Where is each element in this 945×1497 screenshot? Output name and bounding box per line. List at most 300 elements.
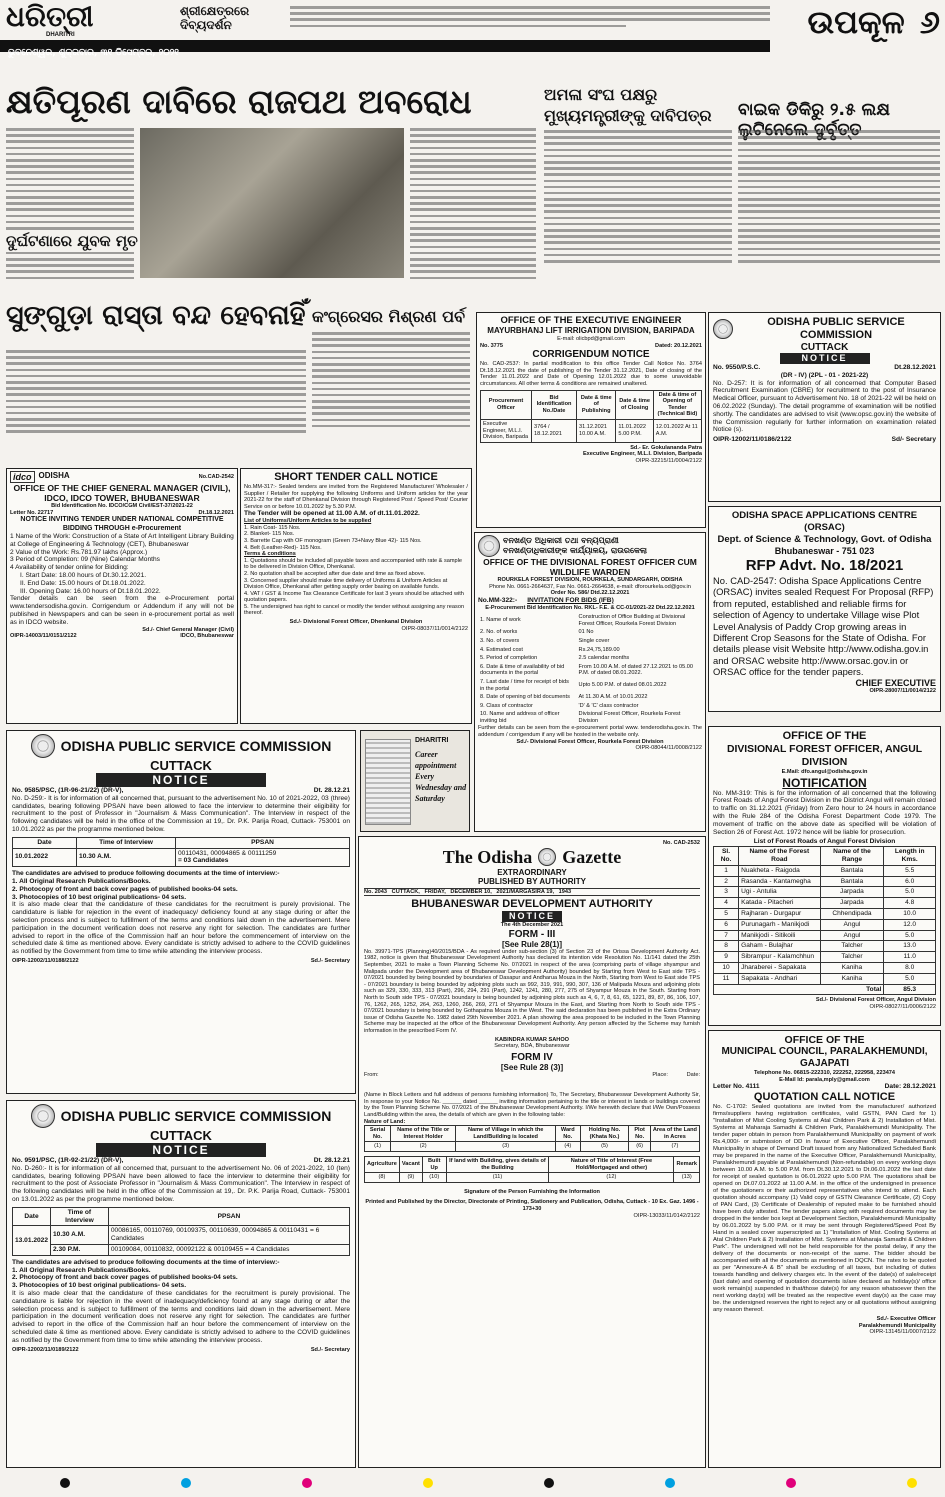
gazette-body: No. 39971-TPS (Planning)40/2015/BDA - As required under sub-section (3) of Section 23 of the Orissa Development Authority Act. 1982, notice is given that Bhubaneswar Development Authority has declared its intention vide Resolution No. 11/141 dated the 25th September, 2021 to make a Town Planning Scheme No. 07/2021 in respect of the area (comprising parts of village shyampur and Malipada under the Development area of Bhubaneswar Development Authority) bounded by Starting from West to East side TPS - 07/2021 bounded by being bounded by boundaries of Dasapur and Andharua Mouza in the North, Starting from West to East side TPS - 07/2021 boundary is being bounded by adjoining plots such as 992, 319, 991, 990, 307, 136 of Malipada Mouza and adjoining plots such as 329, 330, 333, 313 (Part), 296, 294, 291 (Part), 1242, 1241, 280, 277, 275 of Shyampur Mouza in the South. Starting from North to South side TPS - 07/2021 boundary is being bounded by adjoining plots such as 4, 6, 7, 8, 61, 65, 1221, 89, 87, 86, 106, 107, 76, 1262, 265, 1252, 264, 263, 1260, 266, 269, 271 of Shyampur Mouza in the East, and Starting from North to South side TPS - 07/2021 boundary is being bounded by Gothapatna Mouza in the West. The said declaration has been published in the Extra Ordinary issue of Odisha Gazette No. 1982 dated 29th November 2021. A plan showing the area proposed to be included in the Town Planning Scheme may be inspected at the office of the Bhubaneswar Development Authority. Any person affected by the Scheme may furnish information in the prescribed Form IV. [364, 948, 700, 1034]
gazette-sig: Signature of the Person Furnishing the Information [464, 1188, 600, 1195]
opsc-low-title: ODISHA PUBLIC SERVICE COMMISSION [60, 1108, 332, 1124]
corr-sign: Sd.- Er. Gokulananda Patra [630, 444, 702, 451]
wildlife-val: Upto 5.00 P.M. of dated 08.01.2022 [578, 682, 667, 689]
reg-mark-icon [181, 1478, 191, 1488]
gazette-title2: Gazette [562, 846, 622, 867]
gazette-td: (8) [365, 1173, 400, 1183]
para-title2: MUNICIPAL COUNCIL, PARALAKHEMUNDI, GAJAPATI [721, 1046, 928, 1069]
orsac-rfp: RFP Advt. No. 18/2021 [745, 557, 904, 574]
para-title: OFFICE OF THE [784, 1034, 865, 1046]
idco-date: Dt.18.12.2021 [198, 509, 234, 516]
opsc-top-ref: OIPR-12002/11/0186/2122 [713, 436, 792, 444]
angul-cell: Kaniha [820, 962, 884, 973]
opsc-mid-date: 10.01.2022 [13, 848, 77, 867]
gazette-org: BHUBANESWAR DEVELOPMENT AUTHORITY [411, 898, 653, 911]
opsc-mid-city: CUTTACK [150, 758, 212, 773]
gazette-form-body: (Name in Block Letters and full address of persons furnishing information) To, The Secretary, Bhubaneswar Development Authority Sir, In response to your Notice No. ______ dated ______ inviting information pertaining to the title or interest in lands or buildings covered by the Town Planning Scheme No. 07/2021 of the Bhubaneswar Development Authority. I/We herewith declare that I/We Own/Possess Land/Building within the area, the details of which are given in the following table: [364, 1092, 700, 1119]
opsc-low-doc: 3. Photocopies of 10 best original publications- 04 sets. [12, 1282, 187, 1290]
opsc-mid-doc: 1. All Original Research Publications/Books. [12, 877, 151, 885]
angul-cell: Jharaberei - Sapakata [739, 962, 820, 973]
table-row [714, 908, 936, 919]
corr-title2: MAYURBHANJ LIFT IRRIGATION DIVISION, BARIPADA [487, 326, 695, 335]
table-row [714, 876, 936, 887]
wildlife-address: ROURKELA FOREST DIVISION, ROURKELA, SUNDARGARH, ODISHA [497, 577, 683, 583]
opsc-mid-doc: 3. Photocopies of 10 best original publications- 04 sets. [12, 893, 187, 901]
angul-cell: 5.0 [884, 887, 936, 898]
corr-td: 12.01.2022 At 11 A.M. [653, 419, 701, 442]
idco-logos [10, 471, 70, 483]
reg-mark-icon [423, 1478, 433, 1488]
angul-cell: Nuakheta - Raigoda [739, 865, 820, 876]
corr-email: E-mail: olicbpd@gmail.com [557, 336, 625, 342]
table-row [714, 930, 936, 941]
table-row [478, 654, 702, 663]
idco-items [10, 533, 234, 595]
angul-cell: 8 [714, 941, 739, 952]
opsc-mid-th: Date [13, 837, 77, 848]
opsc-top-refline: (DR - IV) (2PL - 01 - 2021-22) [780, 371, 869, 379]
wildlife-key: 6. Date & time of availability of bid documents in the portal [480, 663, 565, 677]
corr-table [480, 390, 702, 443]
corr-td: 3764 / 18.12.2021 [532, 419, 577, 442]
dateline-bar [0, 40, 770, 58]
angul-cell: Gaham - Bulajhar [739, 941, 820, 952]
angul-cell: 1 [714, 865, 739, 876]
wildlife-key: 2. No. of works [480, 629, 518, 636]
corr-td: Executive Engineer, M.L.I. Division, Baripada [481, 419, 532, 442]
corr-date: Dated: 20.12.2021 [655, 342, 702, 349]
gazette-th: Name of the Title or Interest Holder [391, 1126, 456, 1142]
opsc-mid-docs-heading: The candidates are advised to produce following documents at the time of interview:- [12, 870, 280, 878]
ad-paralakhemundi [708, 1030, 941, 1468]
gazette-cad: No. CAD-2532 [663, 840, 700, 846]
wildlife-key: 5. Period of completion [480, 655, 538, 662]
wildlife-val: 2.5 calendar months [578, 655, 630, 662]
gazette-th: Name of Village in which the Land/Building is located [456, 1126, 556, 1142]
opsc-mid-body2: It is also made clear that the candidature of these candidates for the recruitment is purely provisional. The candidature is liable for rejection in the event of inadequacy/ deficiency found at any stage during or after the selection process and is subject to fulfillment of the terms and conditions laid down in the advertisement. Mere participation in the document verification does not reserve any right for selection. The candidates are further advised to report in the office of the Commission half an hour before the commencement of interview on the scheduled date & time as mentioned above. Every candidate is strictly advised to adhere to the COVID guidelines as notified by the Government from time to time while attending the interview process. [12, 901, 350, 956]
opsc-low-table [12, 1207, 350, 1256]
gazette-td: (10) [422, 1173, 446, 1183]
story4-headline: ସୁଙ୍ଗୁଡ଼ା ରାସ୍ତା ବନ୍ଦ ହେବନାହିଁ [6, 300, 306, 331]
opsc-mid-no-row [12, 787, 350, 795]
idco-item: II. End Date: 15.00 hours of Dt.18.01.2022. [20, 579, 146, 587]
table-row [714, 984, 936, 995]
opsc-low-notice: NOTICE [96, 1143, 266, 1157]
wildlife-val: From 10.00 A.M. of dated 27.12.2021 to 05.00 P.M. of dated 08.01.2022. [578, 663, 693, 677]
opsc-top-header [713, 316, 936, 342]
short-tender-sign: Sd./- Divisional Forest Officer, Dhenkanal Division [289, 619, 423, 626]
angul-cell: 2 [714, 876, 739, 887]
table-row [714, 919, 936, 930]
opsc-mid-title: ODISHA PUBLIC SERVICE COMMISSION [60, 738, 332, 754]
gazette-td: (6) [629, 1142, 650, 1152]
opsc-top-title: ODISHA PUBLIC SERVICE COMMISSION [767, 316, 905, 341]
corr-td: 11.01.2022 5.00 P.M. [616, 419, 653, 442]
idco-item: 3 Period of Completion: 09 (Nine) Calendar Months [10, 556, 160, 564]
wildlife-val: 01 No [578, 629, 594, 636]
story2-headline: ଅମଳା ସଂଘ ପକ୍ଷରୁ ମୁଖ୍ୟମନ୍ତ୍ରୀଙ୍କୁ ଦାବିପତ୍ର [544, 85, 712, 125]
wildlife-sign: Sd./- Divisional Forest Officer, Rourkela Forest Division [516, 738, 664, 745]
gazette-printer: Printed and Published by the Director, Directorate of Printing, Stationery and Publication, Odisha, Cuttack - 10 Ex. Gaz. 1496 - 173+30 [365, 1199, 699, 1212]
wildlife-val: Rs.24,75,189.00 [578, 646, 620, 653]
idco-heading: NOTICE INVITING TENDER UNDER NATIONAL COMPETITIVE BIDDING THROUGH e-Procurement [20, 516, 224, 532]
short-tender-term: 5. The undersigned has right to cancel or modify the tender without assigning any reason thereof. [244, 603, 465, 617]
table-row [714, 865, 936, 876]
gazette-signer-title: Secretary, BDA, Bhubaneswar [494, 1043, 570, 1050]
angul-cell: 11.0 [884, 952, 936, 963]
corr-body: No. CAD-2537: In partial modification to this office Tender Call Notice No. 3764 Dt.18.12.2021 the date of publishing of the Tender 31.12.2021, Date of closing of the Tender 11.01.2022 and Date of Opening 12.01.2022 due to some unavoidable circumstances. All other terms & conditions are remained unaltered. [480, 361, 702, 387]
opsc-mid-header [12, 734, 350, 758]
idco-item: I. Start Date: 18.00 hours of Dt.30.12.2021. [20, 571, 147, 579]
angul-sign: Sd./- Divisional Forest Officer, Angul Division [815, 997, 936, 1004]
opsc-low-no-row [12, 1157, 350, 1165]
opsc-mid-count: = 03 Candidates [178, 857, 229, 865]
idco-logo: idco [10, 471, 35, 483]
para-date: Date: 28.12.2021 [884, 1083, 936, 1091]
story5-headline: କଂଗ୍ରେସର ମିଶ୍ରଣ ପର୍ବ [312, 307, 466, 326]
opsc-top-no-row [713, 364, 936, 372]
opsc-low-th: PPSAN [108, 1207, 349, 1226]
opsc-emblem-icon [713, 319, 733, 339]
angul-cell: Purunagarh - Manikjodi [739, 919, 820, 930]
angul-cell: 10.0 [884, 908, 936, 919]
promo-brand: DHARITRI [415, 737, 449, 744]
ad-angul [708, 726, 941, 1026]
corr-th: Date & time of Opening of Tender (Technical Bid) [653, 390, 701, 419]
opsc-low-body2: It is also made clear that the candidature of these candidates for the recruitment is purely provisional. The candidature is liable for rejection in the event of inadequacy/deficiency found at any stage during or after the selection process and is subject to fulfillment of the terms and conditions laid down in the advertisement. Mere participation in the document verification does not reserve any right for selection. The candidates are further advised to report in the office of the Commission half an hour before the commencement of interview on the scheduled date & time as mentioned above. Every candidate is strictly advised to adhere to the COVID guidelines as notified by the Government from time to time while attending the interview process. [12, 1289, 350, 1344]
table-row [13, 1226, 350, 1245]
corr-no-row [480, 343, 702, 350]
orsac-city: Bhubaneswar - 751 023 [774, 546, 875, 556]
idco-logo-row [10, 471, 234, 483]
table-row [714, 887, 936, 898]
opsc-mid-ppsan-cell [176, 848, 350, 867]
gazette-th: Agriculture [365, 1157, 400, 1173]
page-section: ଉପକୂଳ [807, 3, 905, 41]
angul-cell: 6.0 [884, 876, 936, 887]
angul-th: Sl. No. [714, 847, 739, 866]
short-tender-terms-heading: Terms & conditions [244, 551, 296, 558]
angul-cell: 10 [714, 962, 739, 973]
para-heading: QUOTATION CALL NOTICE [753, 1090, 896, 1103]
orsac-title: ODISHA SPACE APPLICATIONS CENTRE (ORSAC) [731, 510, 918, 533]
wildlife-val: At 11.30 A.M. of 10.01.2022 [578, 694, 648, 701]
ad-opsc-mid [6, 730, 356, 1094]
angul-total: 85.3 [884, 984, 936, 995]
short-tender-term: 1. Quotations should be included all payable taxes and accompanied with rate & sample to be delivered in Division Office, Dhenkanal. [244, 557, 462, 571]
page-label [780, 2, 940, 42]
masthead [0, 0, 945, 58]
table-row [478, 693, 702, 702]
gazette-td: (9) [399, 1173, 422, 1183]
opsc-low-docs-heading: The candidates are advised to produce following documents at the time of interview:- [12, 1258, 280, 1266]
gazette-extra: EXTRAORDINARY [497, 867, 567, 877]
table-row [478, 637, 702, 646]
angul-title: OFFICE OF THE [782, 730, 867, 742]
short-tender-list-heading: List of Uniforms/Uniform Articles to be supplied [244, 518, 372, 525]
gazette-signer: KABINDRA KUMAR SAHOO [494, 1036, 570, 1043]
protest-photo [140, 128, 404, 278]
idco-item: 2 Value of the Work: Rs.781.97 lakhs (Approx.) [10, 548, 148, 556]
gazette-th: Built Up [422, 1157, 446, 1173]
opsc-mid-ppsan: 00110431, 00094865 & 00111259 [178, 849, 277, 857]
angul-th: Name of the Range [820, 847, 884, 866]
wildlife-key: 9. Class of contractor [480, 702, 533, 709]
story2-text [544, 130, 732, 266]
para-tel: Telephone No. 06815-222310, 222252, 222958, 223474 [753, 1070, 896, 1076]
gazette-place: Place: [652, 1071, 668, 1078]
ad-idco [6, 468, 238, 724]
corr-th: Bid Identification No./Date [532, 390, 577, 419]
wildlife-ref: OIPR-08044/11/0008/2122 [635, 745, 702, 752]
angul-cell: Rajharan - Durgapur [739, 908, 820, 919]
ad-wildlife [474, 532, 706, 832]
gazette-table2 [364, 1156, 700, 1183]
angul-heading: NOTIFICATION [782, 775, 867, 790]
opsc-low-footer [12, 1347, 350, 1354]
wildlife-phone: Phone No. 0661-2664637, Fax No. 0661-2664638, e-mail: dforourkela.od@gov.in [489, 583, 691, 590]
table-row [714, 962, 936, 973]
para-email: E-Mail Id: parala,mply@gmail.com [779, 1076, 870, 1083]
gazette-th: Plot No. [629, 1126, 650, 1142]
angul-cell: 12.0 [884, 919, 936, 930]
story3-text [738, 130, 940, 266]
story3-headline: ବାଇକ ଡିକିରୁ ୨.୫ ଲକ୍ଷ [738, 100, 891, 120]
angul-cell: Angul [820, 930, 884, 941]
table-row [714, 952, 936, 963]
gazette-th: Remark [674, 1157, 700, 1173]
corr-title: OFFICE OF THE EXECUTIVE ENGINEER [500, 315, 682, 326]
opsc-mid-dt: Dt. 28.12.21 [313, 787, 350, 794]
opsc-mid-notice: NOTICE [96, 773, 266, 787]
story5-text [312, 332, 470, 431]
ad-opsc-low [6, 1100, 356, 1468]
ad-short-tender [240, 468, 472, 724]
angul-cell: 3 [714, 887, 739, 898]
idco-letter: Letter No. 22717 [10, 509, 54, 516]
reg-mark-icon [302, 1478, 312, 1488]
ad-orsac [708, 506, 941, 712]
angul-cell: Katada - Pitacheri [739, 898, 820, 909]
table-row [13, 848, 350, 867]
angul-cell: Talcher [820, 941, 884, 952]
gazette-th: Holding No. (Khata No.) [580, 1126, 629, 1142]
corr-th: Procurement Officer [481, 390, 532, 419]
gazette-auth: PUBLISHED BY AUTHORITY [477, 876, 586, 886]
idco-org: IDCO, Bhubaneswar [180, 633, 234, 640]
opsc-top-dt: Dt.28.12.2021 [894, 364, 936, 371]
wildlife-heading-row [478, 597, 702, 605]
opsc-low-city: CUTTACK [150, 1128, 212, 1143]
opsc-mid-no: No. 9585/PSC, (1R-96-21/22) (DR-V), [12, 787, 124, 794]
orsac-dept: Dept. of Science & Technology, Govt. of Odisha [717, 534, 932, 545]
angul-cell: Ugi - Antulia [739, 887, 820, 898]
table-row [13, 1244, 350, 1255]
opsc-top-no: No. 9550/P.S.C. [713, 364, 761, 371]
table-row [714, 941, 936, 952]
opsc-low-time2: 2.30 P.M. [51, 1244, 109, 1255]
reg-mark-icon [786, 1478, 796, 1488]
wildlife-val: Single cover [578, 637, 610, 644]
gazette-td: (2) [391, 1142, 456, 1152]
gazette-from: From: [364, 1071, 379, 1078]
ad-dharitri-promo [360, 730, 470, 832]
idco-cad: No.CAD-2542 [198, 473, 234, 480]
gazette-td: (4) [555, 1142, 580, 1152]
opsc-mid-footer [12, 958, 350, 965]
table-row [714, 898, 936, 909]
gazette-notice-date: The 4th December 2021 [500, 922, 564, 929]
opsc-mid-th: PPSAN [176, 837, 350, 848]
promo-text: Career appointment Every Wednesday and Saturday [415, 750, 467, 803]
opsc-low-header [12, 1104, 350, 1128]
gazette-th: Area of the Land in Acres [650, 1126, 699, 1142]
gazette-td: (7) [650, 1142, 699, 1152]
angul-table [713, 846, 936, 995]
angul-ref: OIPR-08027/11/0006/2122 [869, 1003, 936, 1010]
gazette-td: (3) [456, 1142, 556, 1152]
corr-no: No. 3775 [480, 342, 504, 349]
opsc-top-body: No. D-257: It is for information of all concerned that Computer Based Recruitment Examination (CBRE) for recruitment to the post of Insurance Medical Officer, pursuant to Advertisement No. 18 of 2021-22 will be held on 06.02.2022 (Sunday). The detail programme of examination will be notified shortly. The candidates are advised to visit (www.opsc.gov.in) the website of the Commission regularly for further information on examination related Notice (s). [713, 379, 936, 434]
angul-cell: Jarpada [820, 898, 884, 909]
para-sign: Sd./- Executive Officer [876, 1315, 936, 1322]
angul-table-title: List of Forest Roads of Angul Forest Division [753, 838, 896, 846]
opsc-low-no: No. 9591/PSC, (1R-92-21/22) (DR-V), [12, 1157, 124, 1164]
lead-story-col1 [6, 128, 134, 283]
angul-cell: Chhendipada [820, 908, 884, 919]
angul-title2: DIVISIONAL FOREST OFFICER, ANGUL DIVISION [726, 744, 923, 768]
opsc-mid-doc: 2. Photocopy of front and back cover pages of published books-04 sets. [12, 885, 238, 893]
angul-cell: 5.5 [884, 865, 936, 876]
gazette-notice: NOTICE [502, 911, 562, 922]
angul-cell: 5.0 [884, 973, 936, 984]
opsc-mid-ref: OIPR-12002/11/0188/2122 [12, 957, 79, 964]
idco-sign: Sd./- Chief General Manager (Civil) [142, 626, 234, 633]
gazette-issue: No. 2043 CUTTACK, FRIDAY, DECEMBER 10, 2021/MARGASIRA 19, 1943 [364, 888, 700, 897]
wildlife-key: 3. No. of covers [480, 637, 520, 644]
corr-sign2: Executive Engineer, M.L.I. Division, Baripada [582, 451, 702, 458]
angul-cell: Rasanda - Kantamegha [739, 876, 820, 887]
opsc-low-dt: Dt. 28.12.21 [313, 1157, 350, 1164]
angul-cell: Bantala [820, 876, 884, 887]
angul-body: No. MM-319: This is for the information of all concerned that the following Forest Roads of Angul Forest Division in the District Angul will remain closed to traffic on 31.12.2021 (Friday) from Zero hour to 24 hours in accordance with the Rule 284 of the Odisha Forest Department Code 1979. The movement of traffic on the above date as specified will be violation of Section 26 of Forest Act. 1972 hence will be liable for prosecution. [713, 789, 936, 836]
opsc-top-sign: Sd/- Secretary [891, 436, 936, 444]
opsc-low-ref: OIPR-12002/11/0189/2122 [12, 1346, 79, 1353]
table-row [478, 702, 702, 711]
idco-letter-row [10, 510, 234, 517]
short-tender-open: The Tender will be opened at 11.00 A.M. of dt.11.01.2022. [244, 510, 420, 518]
idco-ref: OIPR-14003/11/0151/2122 [10, 633, 77, 640]
opsc-top-footer [713, 436, 936, 444]
para-body: No. C-1702: Sealed quotations are invited from the manufacturer/ authorized firms/suppliers having registration certificates, valid GSTN, PAN Card for 1) "Installation of Mist Cooling Systems at Atal Children Park & 2) Installation of Mist. Systems at Maharaja Samadhi & Children Park, Paralakhemundi Municipality. The tender paper obtain in person from Paralakhemundi Municipality on payment of work Rs.4,000/- or submission of DD in favour of Executive Officer, Paralakhemundi Municipality in shape of Demand Draft issued from any Nationalized Scheduled Bank may be prepared in the name of the Executive Officer, Paralakhemundi Municipality, Paralakhemundi payable at Paralakhemundi (Non-refundable) on every working days between 10.00 A.M. to 5.00 P.M. from Dt.30.12.2021 to Dt.06.01.2022 the last date for receipt of sealed quotation is 06.01.2022 upto 5.00 P.M. The quotations shall be opened on Dt.07.01.2022 at 11.00 A.M. in the office of the undersigned in presence of the quotationers or their authorized representatives who intend to attend. Each quotation should accompany (1) Valid copy of GSTN Clearance Certificate, (2) Copy of PAN Card, (3) Certificate of Dealership of reputed make to be furnished should have been duly attested. The tender papers along with required documents may be dropped in the tender box kept at Development Section, Paralakhemundi Municipality by 06.01.2022 by 5.00 P.M. or it may be sent through Registered/Speed Post By Hand in a sealed cover superscripted as 1) "Installation of Mist. Cooling Systems at Atal Children Park & 2) Installation of Mist. Systems at Maharaja Samadhi & Children Park". The undersigned will not be held responsible for the postal delay, if any the delivery of the documents or non-receipt of the same. The bidder should be accompanied with all the documents as mentioned in DQCN. The rates to be quoted as per "Annexure-A & B" shall be excluding of all taxes, but including of duties towards handling and delivery charges etc. In the event of the date(s) of sale/receipt (last date) and opening of quotation documents is/are declared as holiday(s)/ office work remain(s) suspended in that/those date(s) for any reason whatsoever then the next working day(s) will be treated as the respective event day(s) as the case may be. the undersigned reserves the right to reject any or all quotations without assigning any reason thereof. [713, 1103, 936, 1313]
gazette-form4-rule: [See Rule 28 (3)] [500, 1062, 564, 1072]
idco-bottom [10, 633, 234, 640]
opsc-low-th: Date [13, 1207, 51, 1226]
opsc-low-time1: 10.30 A.M. [51, 1226, 109, 1245]
short-tender-list-item: 3. Barrette Cap with OF monogram (Green 73+Navy Blue 42)- 115 Nos. [244, 537, 422, 544]
gazette-table1 [364, 1125, 700, 1152]
promo-page-graphic [365, 739, 411, 825]
corr-heading: CORRIGENDUM NOTICE [532, 349, 650, 361]
opsc-top-city: CUTTACK [800, 342, 849, 353]
angul-cell: 9 [714, 952, 739, 963]
angul-cell: Jarpada [820, 887, 884, 898]
short-tender-list-item: 2. Blanket- 115 Nos. [244, 531, 295, 538]
wildlife-key: 8. Date of opening of bid documents [480, 694, 570, 701]
dateline: ଭୁବନେଶ୍ୱର, ଶୁକ୍ରବାର, ୩୧ ଡିସେମ୍ବର, ୨୦୨୧ [8, 48, 179, 58]
wildlife-footer: Further details can be seen from the e-procurement portal www. tenderodisha.gov.in. The addendum / corrigendum if any will be hosted in the website only. [478, 725, 702, 739]
idco-bid: Bid Identification No. IDCO/CGM Civil/EST-37/2021-22 [51, 503, 193, 509]
short-tender-body: No.MM-317:- Sealed tenders are invited from the Registered Manufacturer/ Wholesaler / Supplier / Retailer for supplying the following Uniforms and Uniform articles for the year 2021-22 for the staff of Dhenkanal Division through Registered Post / Speed Post/ Courier Service on or before 10.01.2022 by 5.30 P.M. [244, 484, 468, 510]
opsc-low-date: 13.01.2022 [13, 1226, 51, 1255]
logo-sub: DHARITRI [46, 32, 75, 38]
opsc-low-sign: Sd./- Secretary [310, 1346, 350, 1353]
gazette-td: (1) [365, 1142, 391, 1152]
opsc-mid-body: No. D-259:- It is for information of all concerned that, pursuant to the advertisement No. 10 of 2021-2022, 03 (three) candidates, bearing following PPSAN have been allowed to face the interview to determine their eligibility for recruitment to the post of Professor in "Journalism & Mass Communication". The Interview in respect of the following candidates will be held in the office of the Commission at 19,. Dr. P.K. Parija Road, Cuttack- 753001 on 10.01.2022 as per the programme mentioned below. [12, 794, 350, 833]
table-row [478, 678, 702, 693]
wildlife-val: Divisional Forest Officer, Rourkela Forest Division [578, 711, 681, 724]
teaser-title: ଶ୍ରୀକ୍ଷେତ୍ରରେ ଦିବ୍ୟଦର୍ଶନ [180, 4, 250, 32]
wildlife-val: 'D' & 'C' class contractor [578, 702, 639, 709]
table-row [478, 628, 702, 637]
para-sign2: Paralakhemundi Municipality [858, 1322, 936, 1329]
angul-cell: 4 [714, 898, 739, 909]
gazette-emblem-icon [538, 848, 556, 866]
lead-headline: କ୍ଷତିପୂରଣ ଦାବିରେ ରାଜପଥ ଅବରୋଧ [6, 82, 472, 121]
gazette-title: The Odisha [442, 846, 533, 867]
gazette-ref: OIPR-13033/11/0142/2122 [633, 1212, 700, 1219]
short-tender-ref: OIPR-08037/11/0014/2122 [401, 625, 468, 632]
lead-story-col3 [410, 128, 536, 283]
opsc-mid-table [12, 837, 350, 867]
angul-cell: Angul [820, 919, 884, 930]
short-tender-term: 4. VAT / GST & Income Tax Clearance Certificate for last 3 years should be attached with quotation papers. [244, 590, 464, 604]
para-letter: Letter No. 4111 [713, 1083, 760, 1091]
forest-emblem-icon [478, 535, 500, 557]
idco-item: 1 Name of the Work: Construction of a State of Art Intelligent Library Building at College of Engineering & Technology (CET), Bhubaneswar [10, 533, 234, 548]
wildlife-title: OFFICE OF THE DIVISIONAL FOREST OFFICER CUM WILDLIFE WARDEN [483, 557, 697, 577]
opsc-low-doc: 2. Photocopy of front and back cover pages of published books-04 sets. [12, 1274, 238, 1282]
opsc-emblem-icon [31, 734, 55, 758]
teaser-text [290, 6, 770, 31]
angul-cell: 5.0 [884, 930, 936, 941]
opsc-low-doc: 1. All Original Research Publications/Books. [12, 1266, 151, 1274]
opsc-low-slot2: 00109084, 00110832, 00092122 & 00109455 = 4 Candidates [108, 1244, 349, 1255]
angul-email: E.Mail: dfo.angul@odisha.gov.in [781, 769, 868, 775]
table-row [478, 710, 702, 725]
wildlife-key: 10. Name and address of officer inviting bid [480, 711, 560, 724]
short-tender-heading: SHORT TENDER CALL NOTICE [274, 471, 438, 483]
orsac-sign: CHIEF EXECUTIVE [855, 677, 936, 688]
angul-cell: 7 [714, 930, 739, 941]
opsc-top-notice: NOTICE [780, 353, 870, 364]
registration-marks-bottom [60, 1478, 920, 1492]
gazette-form: FORM - III [508, 928, 556, 940]
gazette-th: If land with Building, gives details of the Building [446, 1157, 549, 1173]
idco-title: OFFICE OF THE CHIEF GENERAL MANAGER (CIVIL), IDCO, IDCO TOWER, BHUBANESWAR [13, 483, 231, 503]
gazette-place-date [652, 1072, 700, 1079]
corr-th: Date & time of Closing [616, 390, 653, 419]
wildlife-key: 7. Last date / time for receipt of bids in the portal [480, 678, 569, 692]
wildlife-odia-title2: ବନଖଣ୍ଡାଧିକାରୀଙ୍କ କାର୍ଯ୍ୟାଳୟ, ରାଉରକେଲା [503, 546, 647, 555]
idco-footer: Tender details can be seen from the e-Procurement portal www.tendersodisha.gov.in. Corrigendum or Addendum if any will not be published in Newspapers and can be seen in e-procurement portal as well as in IDCO website. [10, 595, 234, 626]
gazette-from-row [364, 1072, 700, 1079]
angul-th: Length in Kms. [884, 847, 936, 866]
ad-gazette [358, 836, 706, 1468]
lead-sub-headline: ଦୁର୍ଘଟଣାରେ ଯୁବକ ମୃତ [6, 232, 138, 250]
odisha-logo: ODISHA [38, 471, 70, 480]
idco-item: III. Opening Date: 16.00 hours of Dt.18.01.2022. [20, 587, 161, 595]
